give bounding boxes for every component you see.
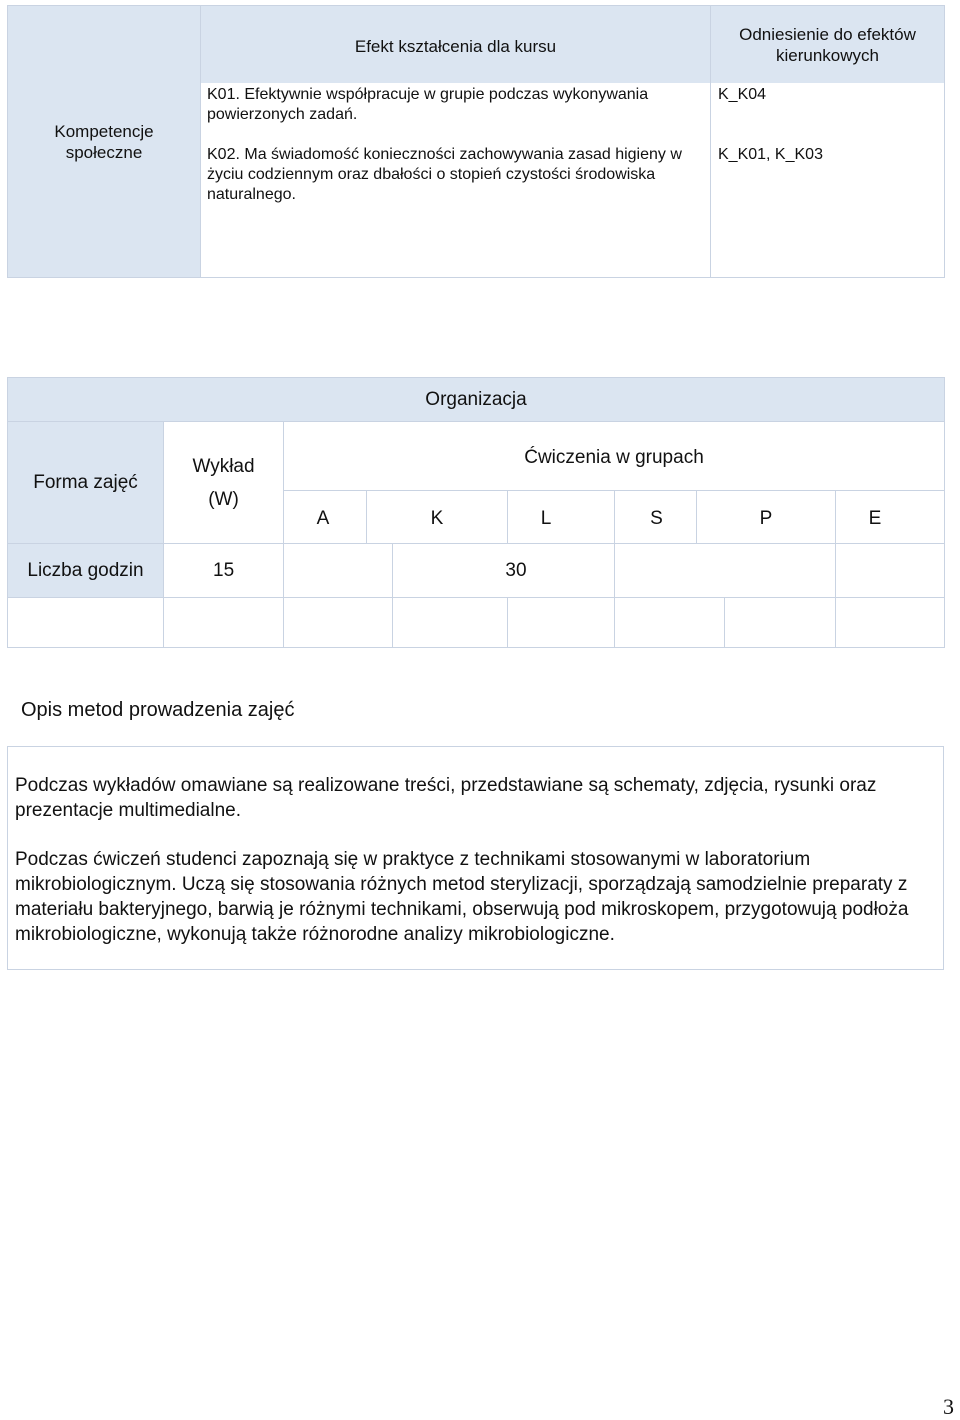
group-code: K — [430, 507, 444, 529]
lecture-hours-cell — [163, 543, 284, 598]
methods-paragraph: Podczas wykładów omawiane są realizowane treści, przedstawiane są schematy, zdjęcia, rysunki oraz prezentacje multimedialne. — [15, 775, 877, 821]
empty-cell — [392, 597, 508, 648]
group-code-cell — [614, 490, 697, 544]
organization-title-text: Organizacja — [425, 388, 527, 410]
lecture-header-cell — [163, 421, 284, 544]
effect-list-cell — [200, 83, 711, 278]
methods-box — [7, 746, 944, 970]
effect-item: K02. Ma świadomość konieczności zachowywania zasad higieny w życiu codziennym oraz dbałości o stopień czystości środowiska naturalnego. — [207, 146, 682, 203]
lecture-hours: 15 — [213, 559, 235, 581]
empty-cell — [163, 597, 284, 648]
group-code-cell — [696, 490, 836, 544]
organization-title — [7, 377, 945, 422]
group-code: E — [868, 507, 882, 529]
lecture-code: (W) — [208, 489, 239, 510]
reference-column-header — [710, 5, 945, 84]
group-hours-cell — [283, 543, 393, 598]
page-number: 3 — [943, 1394, 954, 1419]
group-code: S — [650, 507, 663, 529]
empty-cell — [614, 597, 725, 648]
group-code-cell — [835, 490, 945, 544]
hours-label: Liczba godzin — [27, 559, 144, 581]
group-hours: 30 — [505, 559, 527, 581]
methods-paragraph: Podczas ćwiczeń studenci zapoznają się w praktyce z technikami stosowanymi w laboratorium mikrobiologicznym. Uczą się stosowania różnych metod sterylizacji, sporządzają samodzielnie preparaty z materiału bakteryjnego, barwią je różnymi technikami, obserwują pod mikroskopem, przygotowują podłoża mikrobiologiczne, wykonują także różnorodne analizy mikrobiologiczne. — [15, 849, 909, 945]
reference-header-text: Odniesienie do efektów kierunkowych — [739, 24, 916, 65]
group-code-cell — [283, 490, 367, 544]
group-hours-cell — [835, 543, 945, 598]
group-code-cell — [507, 490, 615, 544]
group-code: P — [759, 507, 773, 529]
exercises-header-cell — [283, 421, 945, 491]
reference-list-cell — [710, 83, 945, 278]
group-code: L — [540, 507, 552, 529]
empty-cell — [835, 597, 945, 648]
group-hours-cell — [392, 543, 615, 598]
effect-item: K01. Efektywnie współpracuje w grupie podczas wykonywania powierzonych zadań. — [207, 86, 649, 123]
group-code: A — [316, 507, 330, 529]
competence-row-label — [7, 5, 201, 278]
exercises-label: Ćwiczenia w grupach — [524, 446, 704, 468]
methods-heading: Opis metod prowadzenia zajęć — [21, 699, 295, 721]
lecture-label: Wykład — [192, 456, 255, 477]
empty-cell — [507, 597, 615, 648]
competence-label-text: Kompetencje społeczne — [54, 121, 154, 162]
effect-column-header — [200, 5, 711, 84]
empty-cell — [724, 597, 836, 648]
form-label-text: Forma zajęć — [33, 471, 138, 493]
effect-header-text: Efekt kształcenia dla kursu — [354, 37, 557, 56]
group-hours-cell — [614, 543, 836, 598]
form-label-cell — [7, 421, 164, 544]
reference-item: K_K01, K_K03 — [718, 146, 823, 163]
empty-cell — [7, 597, 164, 648]
empty-cell — [283, 597, 393, 648]
reference-item: K_K04 — [718, 86, 767, 103]
group-code-cell — [366, 490, 508, 544]
hours-label-cell — [7, 543, 164, 598]
